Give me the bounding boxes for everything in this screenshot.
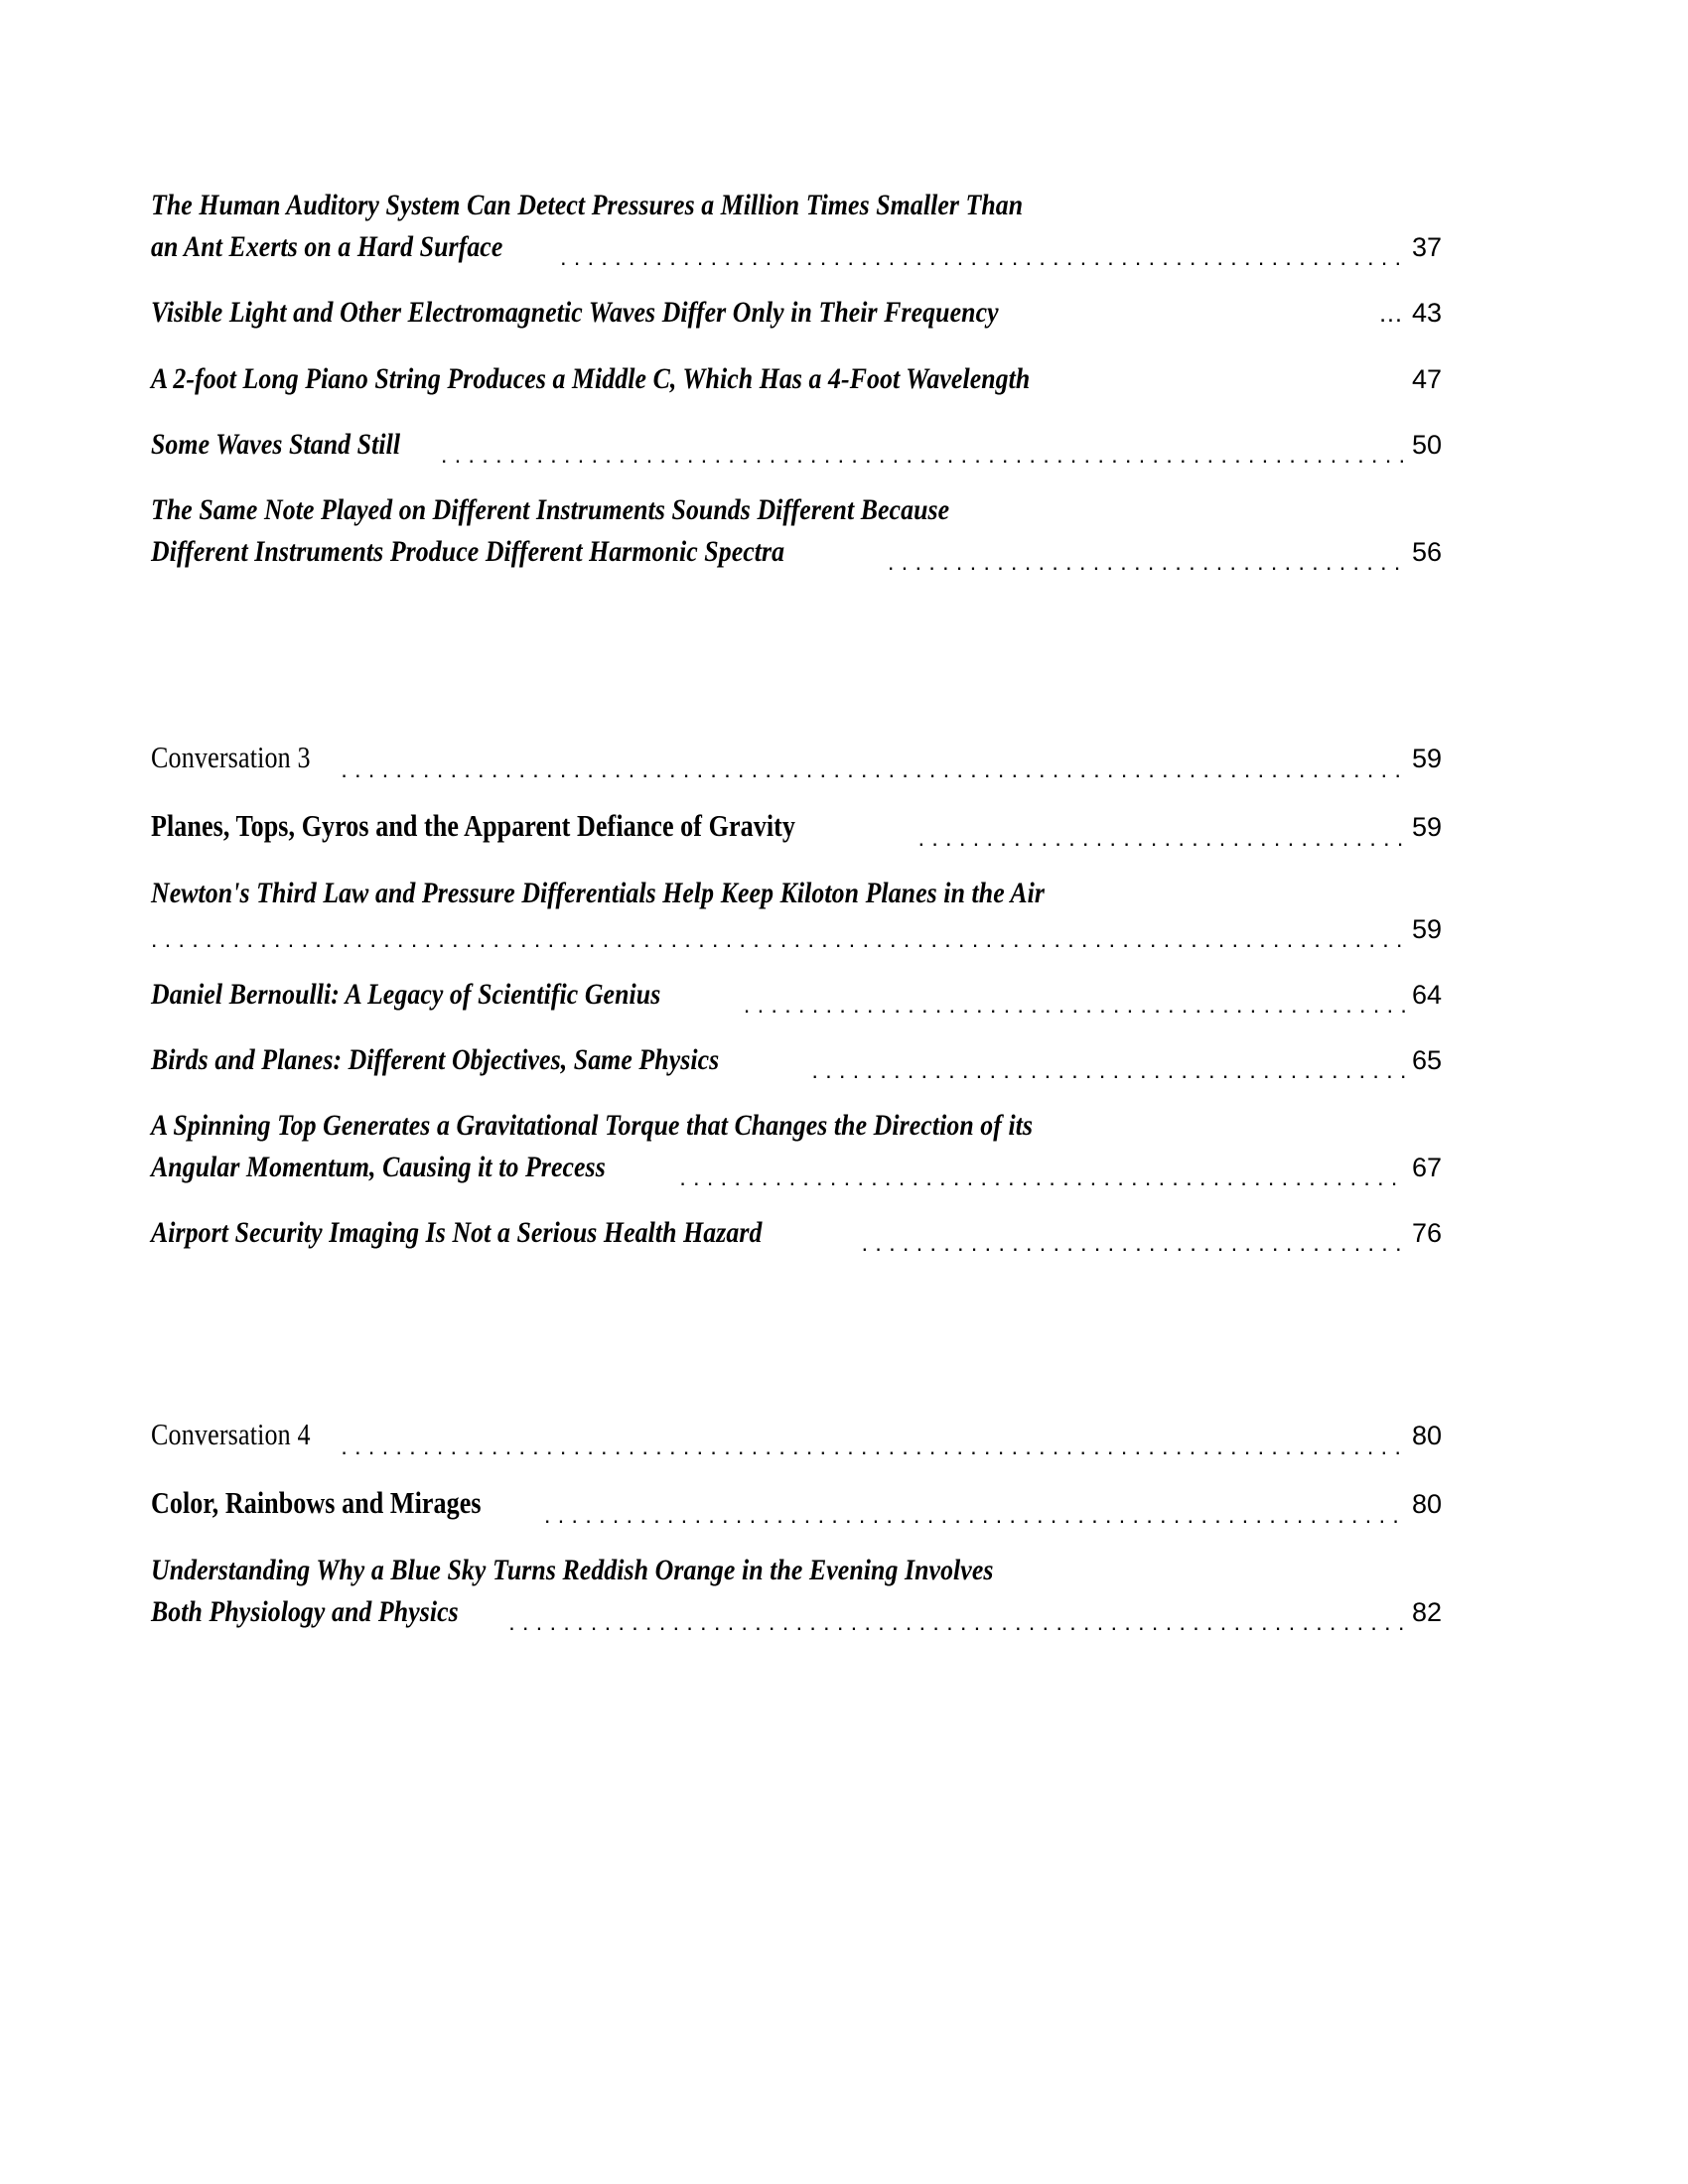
toc-page-number[interactable]: 59	[1411, 744, 1442, 773]
toc-entry-title: Conversation 4	[151, 1417, 311, 1451]
toc-conversation-heading[interactable]	[151, 1413, 1442, 1457]
toc-entry-title-line-2: Different Instruments Produce Different Harmonic Spectra	[151, 535, 785, 568]
toc-entry[interactable]	[151, 1039, 1442, 1081]
toc-page-number[interactable]: 59	[1411, 914, 1442, 944]
toc-entry-title: Visible Light and Other Electromagnetic Waves Differ Only in Their Frequency	[151, 296, 999, 329]
toc-entry[interactable]	[151, 424, 1442, 466]
toc-entry[interactable]	[151, 1105, 1442, 1188]
toc-group-conversation-2-continued	[151, 185, 1442, 573]
toc-entry-title: Color, Rainbows and Mirages	[151, 1485, 482, 1520]
toc-entry-title: A 2-foot Long Piano String Produces a Middle C, Which Has a 4-Foot Wavelength	[151, 362, 1031, 395]
toc-page-number[interactable]: 67	[1411, 1153, 1442, 1182]
dot-leader	[811, 1065, 1405, 1081]
dot-leader	[560, 252, 1405, 268]
dot-leader	[744, 1000, 1405, 1016]
table-of-contents	[151, 185, 1442, 1633]
dot-leader	[888, 557, 1405, 573]
dot-leader	[918, 833, 1405, 849]
toc-entry[interactable]	[151, 358, 1442, 400]
toc-entry-title-line-2: Both Physiology and Physics	[151, 1595, 459, 1628]
dot-leader	[508, 1617, 1405, 1633]
dot-leader	[151, 934, 1405, 950]
toc-entry[interactable]	[151, 974, 1442, 1016]
dot-leader	[862, 1238, 1405, 1254]
toc-entry[interactable]	[151, 1550, 1442, 1633]
toc-page-number[interactable]: 37	[1411, 232, 1442, 262]
toc-entry[interactable]	[151, 185, 1442, 268]
toc-page-number[interactable]: 43	[1411, 298, 1442, 328]
toc-entry-title: Birds and Planes: Different Objectives, Same Physics	[151, 1043, 720, 1076]
toc-entry-title-line-1: A Spinning Top Generates a Gravitational Torque that Changes the Direction of its	[151, 1109, 1034, 1142]
group-separator	[151, 1254, 1442, 1413]
toc-group-conversation-4	[151, 1413, 1442, 1633]
toc-entry[interactable]	[151, 1212, 1442, 1254]
toc-entry-title-line-2: Angular Momentum, Causing it to Precess	[151, 1151, 606, 1183]
toc-page-number[interactable]: 65	[1411, 1045, 1442, 1075]
toc-page-number[interactable]: 64	[1411, 980, 1442, 1010]
toc-entry-title: Conversation 3	[151, 740, 311, 774]
toc-entry-title: Some Waves Stand Still	[151, 428, 401, 461]
toc-entry-title: Newton's Third Law and Pressure Differentials Help Keep Kiloton Planes in the Air	[151, 877, 1046, 909]
toc-page-number[interactable]: 82	[1411, 1597, 1442, 1627]
dot-leader	[679, 1172, 1405, 1188]
toc-page-number[interactable]: 80	[1411, 1489, 1442, 1519]
toc-entry[interactable]	[151, 489, 1442, 573]
group-separator	[151, 573, 1442, 736]
dot-leader	[341, 1441, 1405, 1457]
toc-page-number[interactable]: 80	[1411, 1421, 1442, 1450]
toc-page-number[interactable]: 59	[1411, 812, 1442, 842]
toc-entry-title-line-1: Understanding Why a Blue Sky Turns Reddish Orange in the Evening Involves	[151, 1554, 994, 1586]
toc-entry-title-line-1: The Same Note Played on Different Instruments Sounds Different Because	[151, 493, 950, 526]
toc-entry[interactable]	[151, 292, 1442, 335]
toc-entry[interactable]	[151, 873, 1442, 950]
toc-chapter-title[interactable]	[151, 1481, 1442, 1526]
toc-entry-title-line-1: The Human Auditory System Can Detect Pressures a Million Times Smaller Than	[151, 189, 1024, 221]
toc-page-number[interactable]: 50	[1411, 430, 1442, 460]
dot-leader	[441, 450, 1405, 466]
dot-leader-short: ...	[1379, 300, 1403, 328]
toc-group-conversation-3	[151, 736, 1442, 1254]
toc-entry-title: Airport Security Imaging Is Not a Serious Health Hazard	[151, 1216, 763, 1249]
toc-page-number[interactable]: 76	[1411, 1218, 1442, 1248]
toc-entry-title-line-2: an Ant Exerts on a Hard Surface	[151, 230, 503, 263]
toc-page-number[interactable]: 56	[1411, 537, 1442, 567]
toc-chapter-title[interactable]	[151, 804, 1442, 849]
toc-page-number[interactable]: 47	[1411, 364, 1442, 394]
toc-entry-title: Planes, Tops, Gyros and the Apparent Defiance of Gravity	[151, 808, 796, 843]
toc-entry-title: Daniel Bernoulli: A Legacy of Scientific Genius	[151, 978, 661, 1011]
dot-leader	[341, 764, 1405, 780]
toc-conversation-heading[interactable]	[151, 736, 1442, 780]
dot-leader	[544, 1510, 1405, 1526]
